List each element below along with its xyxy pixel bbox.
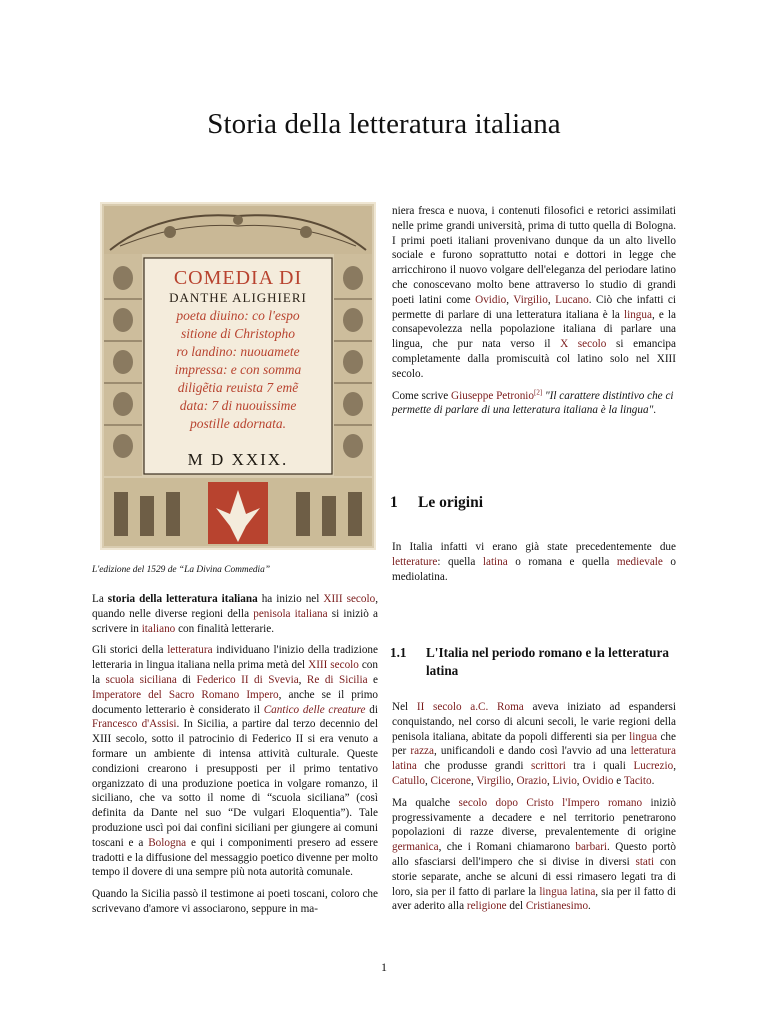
- link-roma[interactable]: Roma: [497, 701, 524, 713]
- frontispiece-image: [100, 202, 376, 550]
- link-lucano[interactable]: Lucano: [555, 293, 589, 306]
- link-penisola-italiana[interactable]: penisola italiana: [253, 607, 328, 620]
- figure-year: M D XXIX.: [187, 450, 289, 469]
- footnote-ref[interactable]: [2]: [534, 387, 543, 396]
- link-xiii-secolo[interactable]: XIII secolo: [308, 659, 359, 672]
- figure-line-2: DANTHE ALIGHIERI: [169, 290, 307, 305]
- link-stati[interactable]: stati: [635, 855, 655, 868]
- page-number: 1: [381, 960, 387, 974]
- link-ii-secolo[interactable]: II secolo a.C.: [416, 701, 489, 713]
- link-ovidio[interactable]: Ovidio: [475, 293, 507, 306]
- figure-line-5: ro landino: nuouamete: [176, 344, 300, 359]
- link-secolo[interactable]: secolo: [458, 796, 488, 809]
- link-federico-ii[interactable]: Federico II di Svevia: [196, 673, 299, 686]
- link-x-secolo[interactable]: X secolo: [560, 338, 607, 351]
- link-dopo-cristo[interactable]: dopo Cristo: [495, 796, 554, 809]
- link-letteratura[interactable]: letteratura: [167, 644, 213, 657]
- link-cicerone[interactable]: Cicerone: [430, 774, 471, 787]
- figure-line-4: sitione di Christopho: [180, 326, 296, 341]
- subsection-heading: 1.1 L'Italia nel periodo romano e la letteratura latina: [390, 645, 669, 678]
- link-italiano[interactable]: italiano: [141, 622, 176, 635]
- section-heading: 1 Le origini: [390, 494, 484, 511]
- link-letterature[interactable]: letterature: [392, 555, 438, 568]
- link-religione[interactable]: religione: [466, 900, 507, 913]
- link-scuola-siciliana[interactable]: scuola siciliana: [105, 673, 177, 686]
- link-latina[interactable]: latina: [482, 555, 508, 568]
- link-barbari[interactable]: barbari: [575, 841, 608, 854]
- link-cristianesimo[interactable]: Cristianesimo: [525, 900, 589, 913]
- paragraph: Come scrive Giuseppe Petronio[2] "Il carattere distintivo che ci permette di parlare di una letteratura italiana è la lingua".: [392, 387, 674, 417]
- link-orazio[interactable]: Orazio: [516, 774, 547, 787]
- link-lingua-latina[interactable]: lingua latina: [539, 885, 596, 898]
- link-tacito[interactable]: Tacito: [623, 774, 652, 787]
- figure-line-9: postille adornata.: [189, 416, 287, 431]
- link-cantico[interactable]: Cantico delle creature: [263, 703, 366, 716]
- link-razza[interactable]: razza: [410, 745, 434, 758]
- figure-line-6: impressa: e con somma: [174, 362, 302, 377]
- paragraph: La storia della letteratura italiana ha inizio nel XIII secolo, quando nelle diverse regioni della penisola italiana si iniziò a scrivere in italiano con finalità letterarie.: [92, 593, 378, 635]
- link-scrittori[interactable]: scrittori: [531, 760, 566, 773]
- paragraph: niera fresca e nuova, i contenuti filosofici e retorici assimilati nelle prime grandi università, prima di tutto quella di Bologna. I primi poeti italiani provenivano dunque da un alto livello sociale e furono soprattutto notai e dottori in legge che arricchirono il nuovo volgare dell'eleganza del periodare latino che conoscevano molto bene attraverso lo studio di grandi poeti latini come Ovidio, Virgilio, Lucano. Ciò che infatti ci permette di parlare di una letteratura italiana è la lingua, e la consapevolezza nella popolazione italiana di parlare una lingua, che pur nata verso il X secolo si emancipa completamente dalla promiscuità col latino solo nel XIII secolo.: [392, 205, 677, 380]
- link-germanica[interactable]: germanica: [392, 841, 439, 854]
- figure-line-3: poeta diuino: co l'espo: [176, 308, 300, 323]
- figure-line-1: COMEDIA DI: [173, 267, 303, 289]
- link-francesco-assisi[interactable]: Francesco d'Assisi: [92, 718, 177, 731]
- page-title: Storia della letteratura italiana: [207, 108, 561, 140]
- left-column: [92, 592, 378, 924]
- figure-line-7: diligẽtia reuista 7 emẽ: [177, 380, 299, 395]
- link-catullo[interactable]: Catullo: [392, 774, 425, 787]
- link-ovidio[interactable]: Ovidio: [582, 774, 614, 787]
- link-impero-romano[interactable]: l'Impero romano: [562, 796, 643, 809]
- link-re-di-sicilia[interactable]: Re di Sicilia: [306, 673, 368, 686]
- paragraph: In Italia infatti vi erano già state precedentemente due letterature: quella latina o romana e quella medievale o mediolatina.: [392, 541, 676, 583]
- paragraph: Gli storici della letteratura individuano l'inizio della tradizione letteraria in lingua italiana nella prima metà del XIII secolo con la scuola siciliana di Federico II di Svevia, Re di Sicilia e Imperatore del Sacro Romano Impero, anche se il primo documento letterario è considerato il Cantico delle creature di Francesco d'Assisi. In Sicilia, a partire dal terzo decennio del XIII secolo, sotto il patrocinio di Federico II si era venuto a formare un ambiente di intensa attività culturale. Queste condizioni crearono i presupposti per il primo tentativo organizzato di una produzione poetica in volgare romanzo, il siciliano, che va sotto il nome di “scuola siciliana” (così definita da Dante nel suo “De vulgari Eloquentia”). Tale produzione uscì poi dai confini siciliani per giungere ai comuni toscani e a Bologna e qui i componimenti presero ad essere tradotti e la diffusione del messaggio poetico divenne per molto tempo il dovere di una sempre più nota autorità comunale.: [92, 644, 379, 879]
- link-imperatore[interactable]: Imperatore del Sacro Romano Impero: [92, 688, 279, 701]
- link-virgilio[interactable]: Virgilio: [476, 774, 511, 787]
- right-column-bottom: [392, 700, 676, 921]
- link-bologna[interactable]: Bologna: [148, 836, 187, 849]
- right-column-top: [392, 204, 676, 425]
- link-livio[interactable]: Livio: [552, 774, 577, 787]
- link-virgilio[interactable]: Virgilio: [513, 293, 548, 306]
- link-xiii-secolo[interactable]: XIII secolo: [323, 593, 376, 605]
- link-letteratura-latina[interactable]: letteratura latina: [392, 745, 676, 773]
- link-lucrezio[interactable]: Lucrezio: [633, 760, 674, 773]
- figure-line-8: data: 7 di nuouissime: [179, 398, 297, 413]
- right-column-mid: [392, 540, 676, 591]
- link-lingua[interactable]: lingua: [623, 308, 652, 321]
- paragraph: Quando la Sicilia passò il testimone ai poeti toscani, coloro che scrivevano d'amore vi associarono, seppure in ma-: [92, 888, 378, 915]
- figure-caption: L'edizione del 1529 de “La Divina Commedia”: [92, 565, 271, 575]
- link-medievale[interactable]: medievale: [616, 555, 663, 568]
- link-giuseppe-petronio[interactable]: Giuseppe Petronio: [451, 389, 534, 402]
- paragraph: Nel II secolo a.C. Roma aveva iniziato ad espandersi conquistando, nel corso di alcuni secoli, le varie regioni della penisola italiana, abitate da popoli differenti sia per lingua che per razza, unificandoli e dando così l'avvio ad una letteratura latina che produsse grandi scrittori tra i quali Lucrezio, Catullo, Cicerone, Virgilio, Orazio, Livio, Ovidio e Tacito.: [392, 701, 676, 787]
- paragraph: Ma qualche secolo dopo Cristo l'Impero romano iniziò progressivamente a decadere e nel territorio penetrarono popolazioni di razze diverse, prevalentemente di origine germanica, che i Romani chiamarono barbari. Questo portò allo sfasciarsi dell'impero che si divise in diversi stati con storie separate, anche se alcuni di essi rimasero legati tra di loro, sia per il fatto di parlare la lingua latina, sia per il fatto di aver aderito alla religione del Cristianesimo.: [392, 796, 677, 913]
- link-lingua[interactable]: lingua: [629, 730, 658, 743]
